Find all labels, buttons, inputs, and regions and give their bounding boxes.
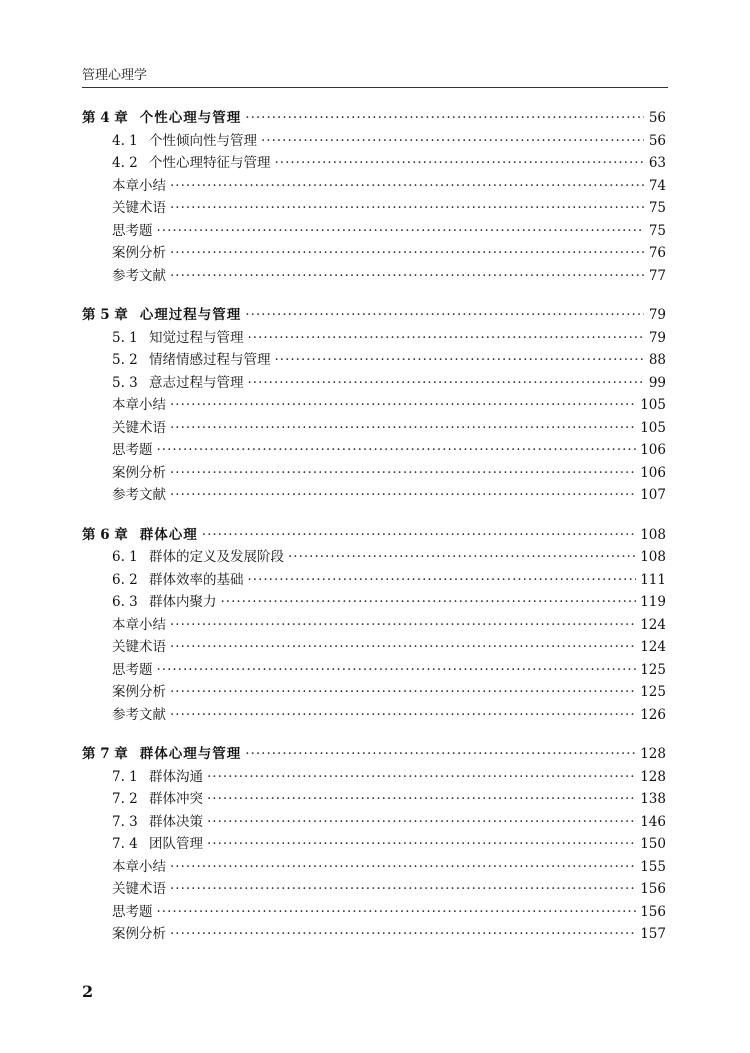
dot-leader: [170, 265, 644, 288]
toc-entry: [82, 833, 666, 856]
entry-title: 案例分析: [112, 926, 166, 942]
toc-entry: [82, 923, 666, 946]
dot-leader: [170, 681, 636, 704]
entry-title: 思考题: [112, 222, 153, 239]
dot-leader: [202, 524, 636, 547]
entry-page-number: 156: [640, 903, 666, 920]
toc-chapter: [82, 107, 666, 287]
section-number: 6. 3: [112, 594, 138, 610]
entry-title: 关键术语: [112, 881, 166, 897]
dot-leader: [207, 811, 636, 834]
toc-entry: [82, 349, 666, 372]
toc-entry: [82, 197, 666, 220]
entry-title: 本章小结: [112, 858, 166, 875]
dot-leader: [170, 394, 636, 417]
table-of-contents: [82, 107, 666, 963]
section-number: 6. 2: [112, 571, 138, 588]
toc-entry: [82, 462, 666, 485]
entry-title: 个性心理特征与管理: [149, 155, 271, 171]
toc-entry: [82, 265, 666, 288]
section-number: 7. 1: [112, 768, 138, 785]
entry-title: 本章小结: [112, 177, 166, 194]
dot-leader: [157, 220, 645, 243]
section-number: 5. 2: [112, 352, 138, 368]
toc-chapter: [82, 743, 666, 946]
toc-entry: [82, 569, 666, 592]
chapter-number: 第 5 章: [82, 307, 128, 323]
toc-entry: [82, 901, 666, 924]
entry-title: 个性倾向性与管理: [149, 132, 257, 149]
dot-leader: [170, 197, 644, 220]
toc-entry: [82, 152, 666, 175]
section-number: 4. 1: [112, 132, 138, 149]
entry-title: 群体决策: [149, 813, 203, 830]
entry-page-number: 63: [648, 155, 666, 171]
dot-leader: [170, 856, 636, 879]
entry-page-number: 125: [640, 661, 666, 678]
toc-entry: [82, 659, 666, 682]
entry-page-number: 88: [648, 352, 666, 368]
dot-leader: [157, 659, 637, 682]
entry-page-number: 124: [640, 639, 666, 655]
toc-chapter: [82, 524, 666, 727]
entry-title: 思考题: [112, 661, 153, 678]
section-number: 7. 4: [112, 836, 138, 852]
entry-title: 团队管理: [149, 836, 203, 852]
entry-page-number: 138: [640, 791, 666, 807]
toc-entry: [82, 591, 666, 614]
entry-title: 群体冲突: [149, 791, 203, 807]
dot-leader: [261, 130, 644, 153]
toc-entry: [82, 636, 666, 659]
entry-title: 本章小结: [112, 397, 166, 413]
dot-leader: [248, 327, 645, 350]
chapter-page-number: 79: [648, 307, 666, 323]
running-head: 管理心理学: [82, 68, 148, 83]
dot-leader: [170, 704, 636, 727]
dot-leader: [170, 417, 636, 440]
toc-entry: [82, 327, 666, 350]
toc-entry: [82, 811, 666, 834]
entry-page-number: 79: [648, 329, 666, 346]
dot-leader: [248, 569, 637, 592]
entry-title: 情绪情感过程与管理: [149, 352, 271, 368]
entry-title: 群体的定义及发展阶段: [149, 549, 284, 565]
entry-page-number: 107: [640, 487, 666, 503]
dot-leader: [275, 152, 645, 175]
chapter-page-number: 56: [648, 110, 666, 126]
toc-entry: [82, 130, 666, 153]
dot-leader: [170, 484, 636, 507]
section-number: 6. 1: [112, 549, 138, 565]
toc-entry: [82, 788, 666, 811]
toc-entry: [82, 484, 666, 507]
dot-leader: [157, 439, 637, 462]
entry-page-number: 105: [640, 397, 666, 413]
entry-title: 参考文献: [112, 487, 166, 503]
entry-page-number: 146: [640, 813, 666, 830]
entry-title: 本章小结: [112, 616, 166, 633]
entry-page-number: 125: [640, 684, 666, 700]
entry-title: 群体沟通: [149, 768, 203, 785]
entry-title: 思考题: [112, 903, 153, 920]
page-number: 2: [82, 982, 94, 1001]
chapter-number: 第 7 章: [82, 746, 128, 762]
toc-entry: [82, 394, 666, 417]
entry-title: 关键术语: [112, 200, 166, 216]
dot-leader: [207, 766, 636, 789]
section-number: 5. 1: [112, 329, 138, 346]
dot-leader: [170, 614, 636, 637]
entry-title: 参考文献: [112, 267, 166, 284]
entry-page-number: 108: [640, 549, 666, 565]
entry-page-number: 128: [640, 768, 666, 785]
toc-chapter-heading: [82, 524, 666, 547]
toc-chapter: [82, 304, 666, 507]
chapter-number: 第 6 章: [82, 526, 128, 543]
toc-chapter-heading: [82, 743, 666, 766]
chapter-title: 个性心理与管理: [139, 110, 242, 126]
entry-page-number: 99: [648, 374, 666, 391]
entry-page-number: 106: [640, 442, 666, 458]
entry-page-number: 75: [648, 200, 666, 216]
dot-leader: [207, 833, 636, 856]
chapter-title: 心理过程与管理: [139, 307, 242, 323]
entry-title: 群体内聚力: [149, 594, 217, 610]
entry-page-number: 77: [648, 267, 666, 284]
entry-page-number: 105: [640, 419, 666, 436]
toc-chapter-heading: [82, 304, 666, 327]
dot-leader: [170, 462, 636, 485]
header-rule: [82, 87, 668, 88]
entry-title: 思考题: [112, 442, 153, 458]
toc-entry: [82, 439, 666, 462]
dot-leader: [170, 242, 644, 265]
chapter-title: 群体心理与管理: [139, 746, 242, 762]
dot-leader: [157, 901, 637, 924]
dot-leader: [207, 788, 636, 811]
chapter-page-number: 128: [640, 746, 666, 762]
entry-page-number: 76: [648, 245, 666, 261]
entry-title: 知觉过程与管理: [149, 329, 244, 346]
dot-leader: [245, 107, 644, 130]
toc-entry: [82, 614, 666, 637]
toc-entry: [82, 546, 666, 569]
entry-page-number: 111: [640, 571, 666, 588]
entry-page-number: 157: [640, 926, 666, 942]
section-number: 4. 2: [112, 155, 138, 171]
toc-entry: [82, 856, 666, 879]
toc-entry: [82, 766, 666, 789]
entry-title: 关键术语: [112, 419, 166, 436]
entry-title: 关键术语: [112, 639, 166, 655]
entry-title: 参考文献: [112, 706, 166, 723]
toc-entry: [82, 417, 666, 440]
toc-entry: [82, 175, 666, 198]
entry-page-number: 150: [640, 836, 666, 852]
entry-page-number: 74: [648, 177, 666, 194]
toc-chapter-heading: [82, 107, 666, 130]
entry-page-number: 124: [640, 616, 666, 633]
chapter-number: 第 4 章: [82, 110, 128, 126]
entry-page-number: 126: [640, 706, 666, 723]
chapter-page-number: 108: [640, 526, 666, 543]
toc-entry: [82, 372, 666, 395]
section-number: 5. 3: [112, 374, 138, 391]
entry-page-number: 155: [640, 858, 666, 875]
entry-page-number: 119: [640, 594, 666, 610]
dot-leader: [170, 636, 636, 659]
dot-leader: [170, 175, 644, 198]
entry-title: 案例分析: [112, 464, 166, 481]
toc-entry: [82, 704, 666, 727]
dot-leader: [275, 349, 645, 372]
entry-title: 群体效率的基础: [149, 571, 244, 588]
dot-leader: [170, 923, 636, 946]
chapter-title: 群体心理: [139, 526, 198, 543]
entry-page-number: 56: [648, 132, 666, 149]
dot-leader: [245, 743, 636, 766]
dot-leader: [288, 546, 636, 569]
dot-leader: [170, 878, 636, 901]
toc-entry: [82, 681, 666, 704]
entry-page-number: 156: [640, 881, 666, 897]
dot-leader: [221, 591, 637, 614]
toc-entry: [82, 242, 666, 265]
entry-page-number: 106: [640, 464, 666, 481]
dot-leader: [248, 372, 645, 395]
toc-entry: [82, 220, 666, 243]
section-number: 7. 2: [112, 791, 138, 807]
entry-title: 案例分析: [112, 245, 166, 261]
entry-title: 案例分析: [112, 684, 166, 700]
dot-leader: [245, 304, 644, 327]
toc-entry: [82, 878, 666, 901]
entry-page-number: 75: [648, 222, 666, 239]
section-number: 7. 3: [112, 813, 138, 830]
entry-title: 意志过程与管理: [149, 374, 244, 391]
